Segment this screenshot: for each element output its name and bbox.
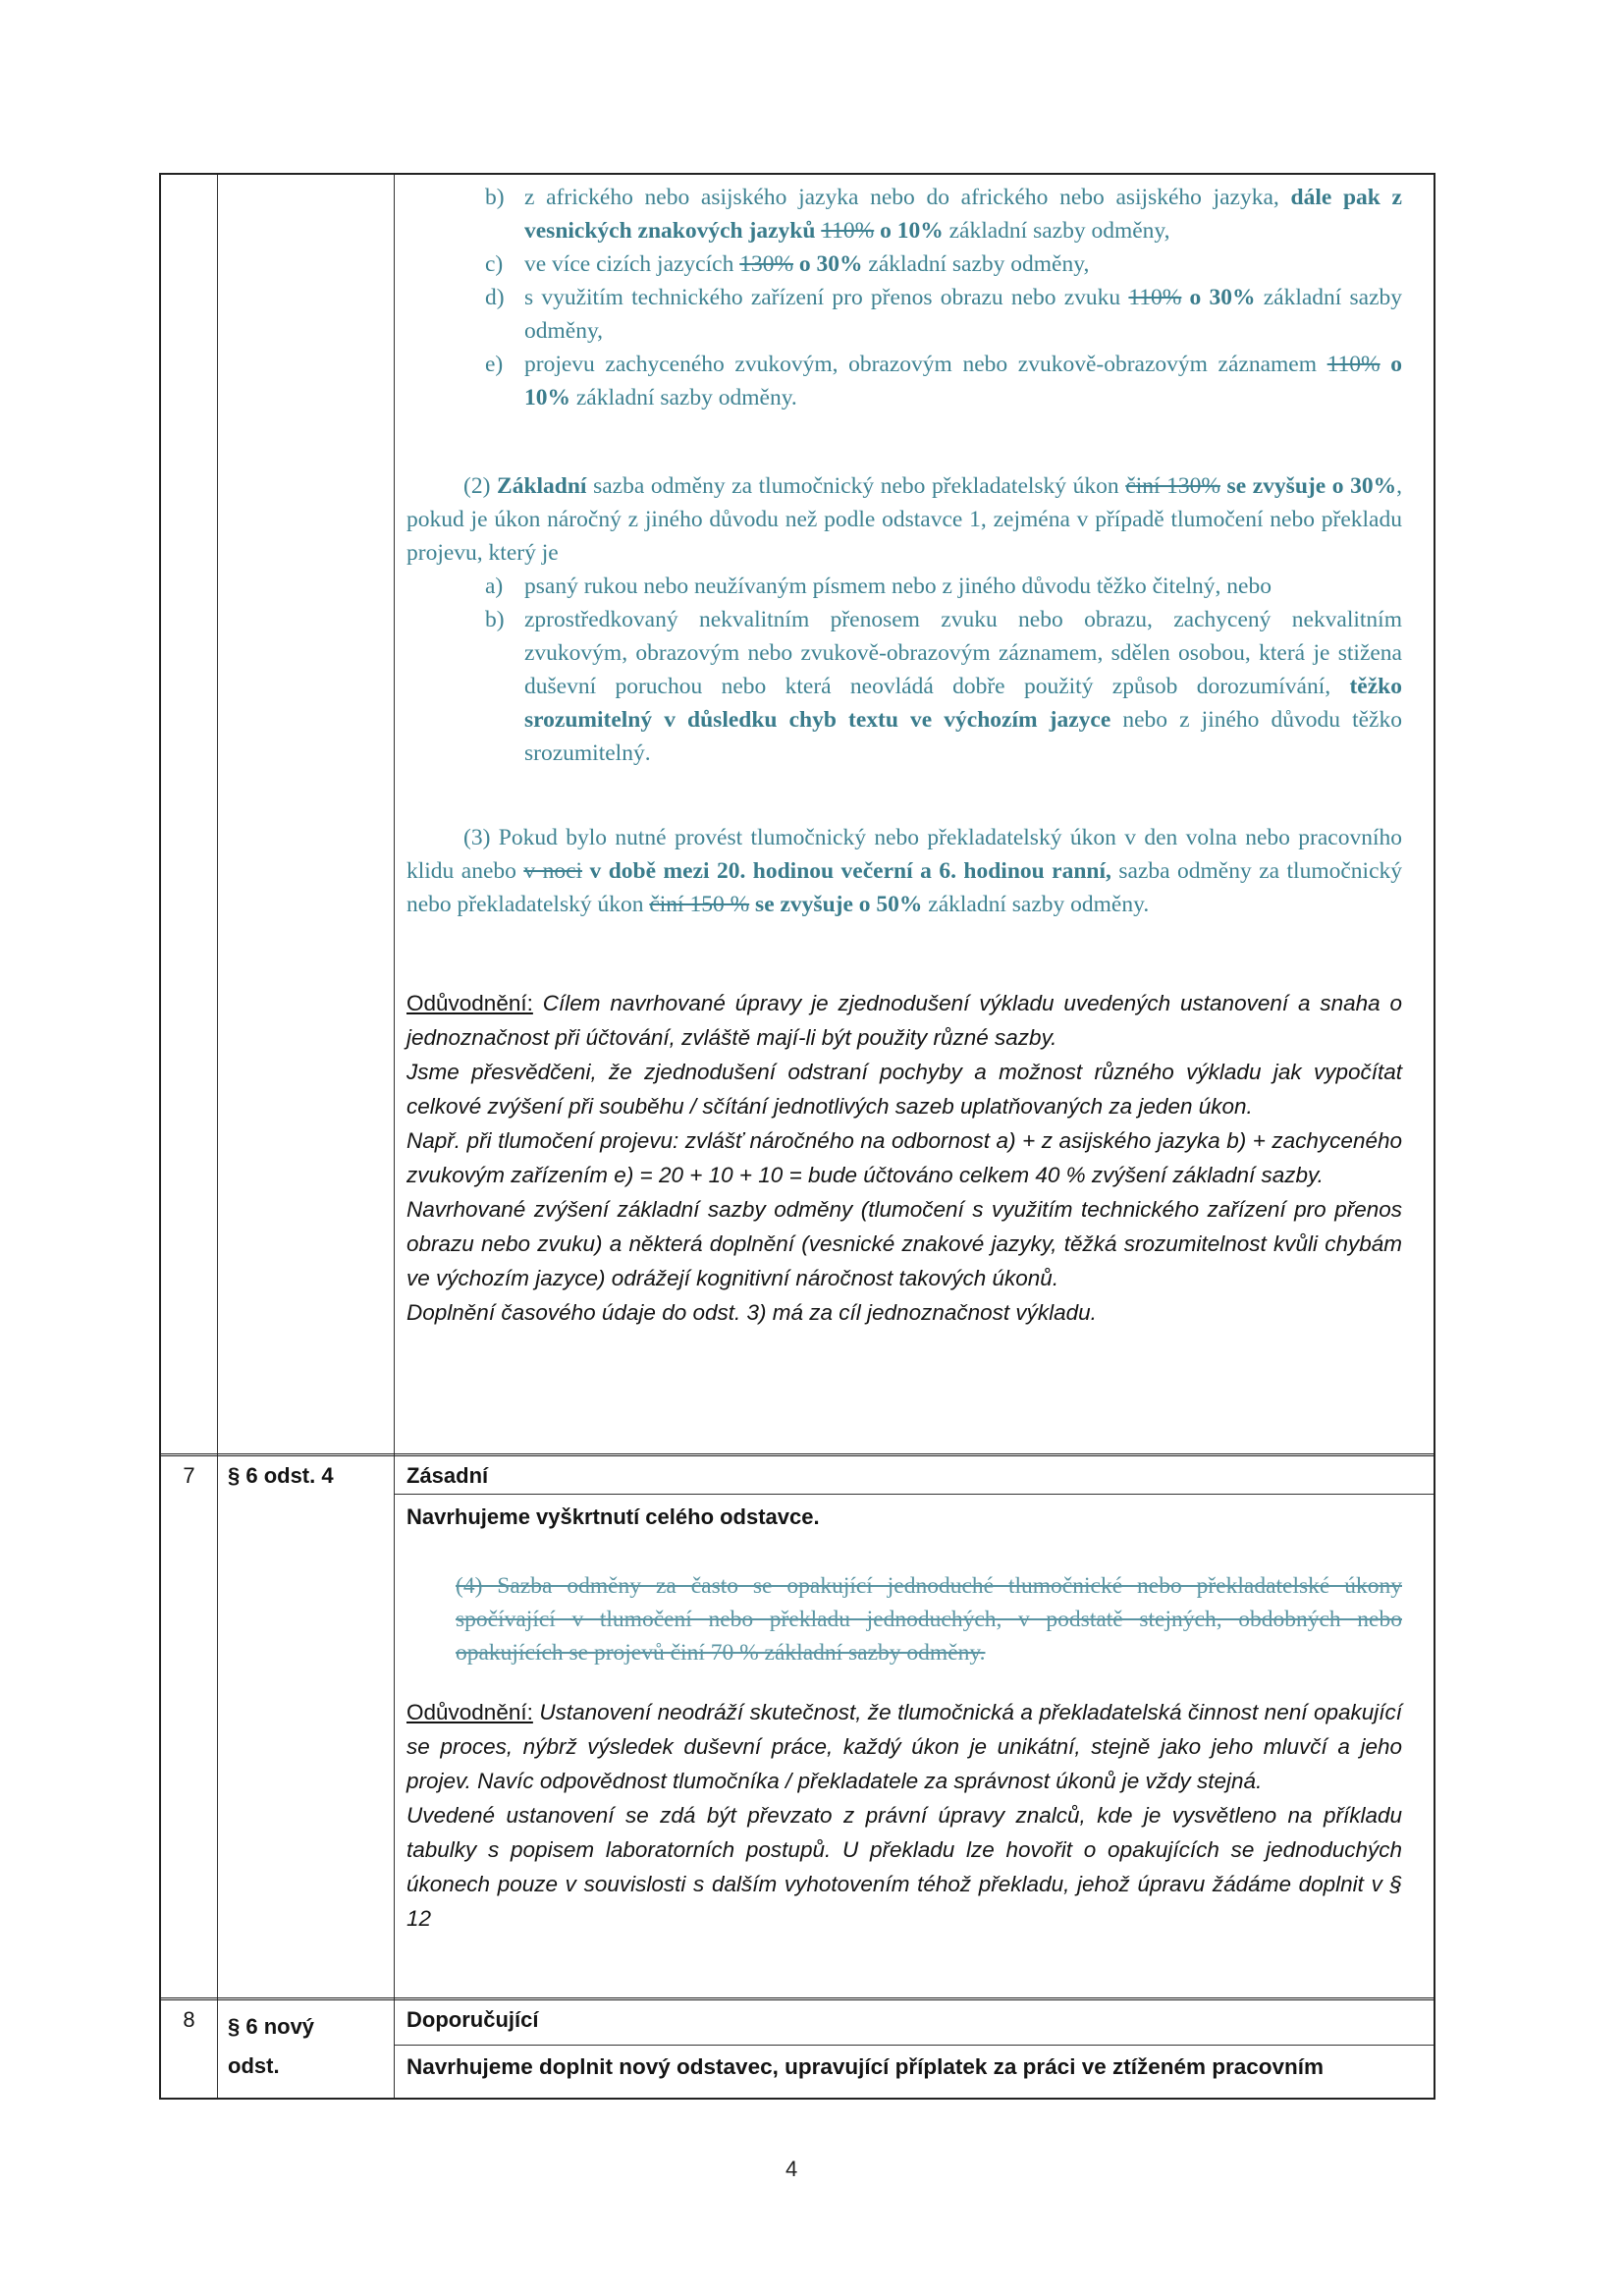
provision-reference: § 6 odst. 4 xyxy=(228,1463,334,1488)
comments-table xyxy=(159,173,1435,2100)
list-item-text: z afrického nebo asijského jazyka nebo do afrického nebo asijského jazyka, dále pak z vesnických znakových jazyků 110% o 10% základní sazby odměny, xyxy=(524,185,1402,244)
proposal-text: Navrhujeme vyškrtnutí celého odstavce. xyxy=(406,1504,820,1529)
row-6-justification: Odůvodnění: Cílem navrhované úpravy je zjednodušení výkladu uvedených ustanovení a snaha o jednoznačnost při účtování, zvláště mají-li být použity různé sazby. Jsme přesvědčeni, že zjednodušení odstraní pochyby a možnost různého výkladu jak vypočítat celkové zvýšení při souběhu / sčítání jednotlivých sazeb uplatňovaných za jeden úkon. Např. při tlumočení projevu: zvlášť náročného na odbornost a) + z asijského jazyka b) + zachyceného zvukovým zařízením e) = 20 + 10 + 10 = bude účtováno celkem 40 % zvýšení základní sazby. Navrhované zvýšení základní sazby odměny (tlumočení s využitím technického zařízení pro přenos obrazu nebo zvuku) a některá doplnění (vesnické znakové jazyky, těžká srozumitelnost kvůli chybám ve výchozím jazyce) odrážejí kognitivní náročnost takových úkonů. Doplnění časového údaje do odst. 3) má za cíl jednoznačnost výkladu. xyxy=(406,991,1402,1325)
row-6-paragraph-3 xyxy=(406,821,1402,921)
list-item: a) psaný rukou nebo neužívaným písmem nebo z jiného důvodu těžko čitelný, nebo xyxy=(485,570,1402,603)
deleted-paragraph: (4) Sazba odměny za často se opakující jednoduché tlumočnické nebo překladatelské úkony spočívající v tlumočení nebo překladu jednoduchých, v podstatě stejných, obdobných nebo opakujících se projevů činí 70 % základní sazby odměny. xyxy=(456,1573,1402,1666)
list-item: c) ve více cizích jazycích 130% o 30% základní sazby odměny, xyxy=(485,247,1402,281)
page-number: 4 xyxy=(785,2157,798,2181)
list-item: b) z afrického nebo asijského jazyka nebo do afrického nebo asijského jazyka, dále pak z vesnických znakových jazyků 110% o 10% základní sazby odměny, xyxy=(485,181,1402,247)
list-item: d) s využitím technického zařízení pro přenos obrazu nebo zvuku 110% o 30% základní sazby odměny, xyxy=(485,281,1402,348)
list-item-text: psaný rukou nebo neužívaným písmem nebo z jiného důvodu těžko čitelný, nebo xyxy=(524,574,1272,599)
row-divider xyxy=(161,1453,1434,1456)
list-item: b) zprostředkovaný nekvalitním přenosem zvuku nebo obrazu, zachycený nekvalitním zvukovým, obrazovým nebo zvukově-obrazovým záznamem, sdělen osobou, která je stižena duševní poruchou nebo která neovládá dobře použitý způsob dorozumívání, těžko srozumitelný v důsledku chyb textu ve výchozím jazyce nebo z jiného důvodu těžko srozumitelný. xyxy=(485,603,1402,770)
subrow-divider xyxy=(394,2045,1434,2046)
row-number: 7 xyxy=(183,1463,195,1488)
column-divider xyxy=(394,175,395,2098)
paragraph-text: (3) Pokud bylo nutné provést tlumočnický nebo překladatelský úkon v den volna nebo pracovního klidu anebo v noci v době mezi 20. hodinou večerní a 6. hodinou ranní, sazba odměny za tlumočnický nebo překladatelský úkon činí 150 % se zvyšuje o 50% základní sazby odměny. xyxy=(406,825,1403,917)
row-6-paragraph-2 xyxy=(406,469,1402,770)
row-number: 8 xyxy=(183,2007,195,2032)
provision-reference: § 6 nový odst. xyxy=(228,2014,315,2078)
comment-type: Zásadní xyxy=(406,1463,489,1488)
list-item-text: s využitím technického zařízení pro přenos obrazu nebo zvuku 110% o 30% základní sazby odměny, xyxy=(524,285,1403,344)
column-divider xyxy=(217,175,218,2098)
comment-type: Doporučující xyxy=(406,2007,539,2032)
row-6-amendment-list-1 xyxy=(485,181,1402,414)
list-item-text: projevu zachyceného zvukovým, obrazovým nebo zvukově-obrazovým záznamem 110% o 10% základní sazby odměny. xyxy=(524,352,1402,410)
proposal-text: Navrhujeme doplnit nový odstavec, upravující příplatek za práci ve ztíženém pracovním xyxy=(406,2054,1325,2079)
row-divider xyxy=(161,1997,1434,2000)
list-item: e) projevu zachyceného zvukovým, obrazovým nebo zvukově-obrazovým záznamem 110% o 10% základní sazby odměny. xyxy=(485,348,1402,414)
subrow-divider xyxy=(394,1494,1434,1495)
justification-label: Odůvodnění: xyxy=(406,991,533,1015)
paragraph-text: (2) Základní sazba odměny za tlumočnický nebo překladatelský úkon činí 130% se zvyšuje o 30%, pokud je úkon náročný z jiného důvodu než podle odstavce 1, zejména v případě tlumočení nebo překladu projevu, který je xyxy=(406,473,1402,566)
list-item-text: zprostředkovaný nekvalitním přenosem zvuku nebo obrazu, zachycený nekvalitním zvukovým, obrazovým nebo zvukově-obrazovým záznamem, sdělen osobou, která je stižena duševní poruchou nebo která neovládá dobře použitý způsob dorozumívání, těžko srozumitelný v důsledku chyb textu ve výchozím jazyce nebo z jiného důvodu těžko srozumitelný. xyxy=(524,607,1402,766)
row-7-justification: Odůvodnění: Ustanovení neodráží skutečnost, že tlumočnická a překladatelská činnost není opakující se proces, nýbrž výsledek duševní práce, každý úkon je unikátní, stejně jako jeho mluvčí a jeho projev. Navíc odpovědnost tlumočníka / překladatele za správnost úkonů je vždy stejná. Uvedené ustanovení se zdá být převzato z právní úpravy znalců, kde je vysvětleno na příkladu tabulky s popisem laboratorních postupů. U překladu lze hovořit o opakujících se jednoduchých úkonech pouze v souvislosti s dalším vyhotovením téhož překladu, jehož úpravu žádáme doplnit v § 12 xyxy=(406,1700,1402,1931)
list-item-text: ve více cizích jazycích 130% o 30% základní sazby odměny, xyxy=(524,251,1090,277)
justification-label: Odůvodnění: xyxy=(406,1700,533,1724)
